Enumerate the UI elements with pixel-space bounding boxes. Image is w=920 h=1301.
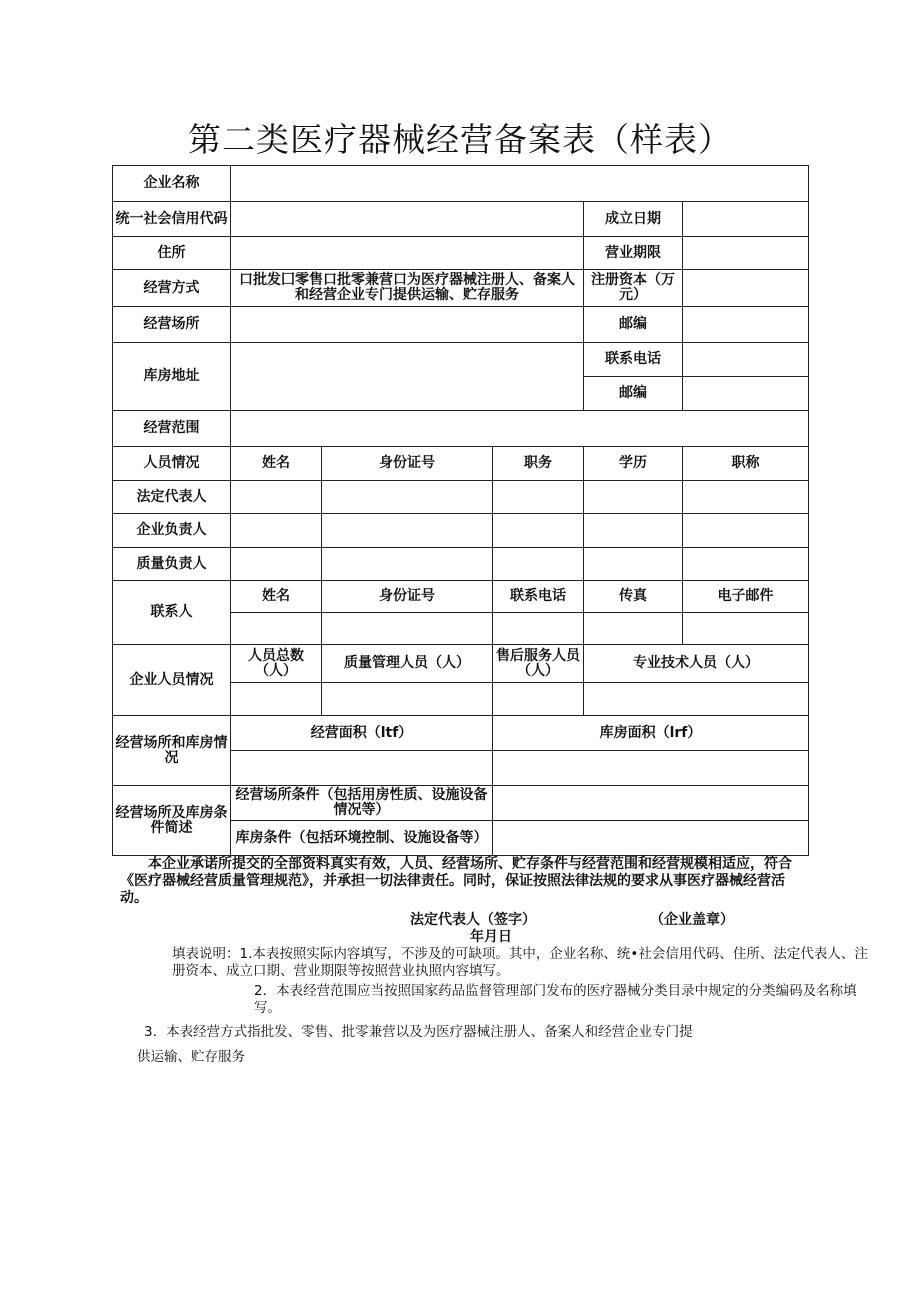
label-premises: 经营场所 [113,307,231,343]
business-area-field[interactable] [231,751,493,786]
table-cell[interactable] [493,481,584,514]
note-3-continued: 供运输、贮存服务 [137,1049,245,1065]
label-domicile: 住所 [113,237,231,270]
note-3: 3．本表经营方式指批发、零售、批零兼营以及为医疗器械注册人、备案人和经营企业专门提 [144,1024,693,1040]
table-cell[interactable] [322,481,493,514]
label-business-term: 营业期限 [584,237,683,270]
personnel-header: 职务 [493,447,584,481]
label-quality-head: 质量负责人 [113,548,231,581]
label-area-situation: 经营场所和库房情况 [113,716,231,786]
table-cell[interactable] [584,514,683,548]
label-postcode: 邮编 [584,307,683,343]
warehouse-postcode-field[interactable] [683,377,809,411]
table-cell[interactable] [683,481,809,514]
label-business-scope: 经营范围 [113,411,231,447]
table-cell[interactable] [584,481,683,514]
label-premises-conditions: 经营场所条件（包括用房性质、设施设备情况等） [231,786,493,821]
company-seal: （企业盖章） [650,912,734,928]
contact-header: 姓名 [231,581,322,613]
personnel-header: 学历 [584,447,683,481]
table-cell[interactable] [493,514,584,548]
label-credit-code: 统一社会信用代码 [113,202,231,237]
table-cell[interactable] [231,613,322,645]
business-scope-field[interactable] [231,411,809,447]
table-cell[interactable] [322,683,493,716]
table-cell[interactable] [322,514,493,548]
label-company-head: 企业负责人 [113,514,231,548]
area-header-warehouse: 库房面积（lrf） [493,716,809,751]
business-mode-options[interactable]: 口批发囗零售口批零兼营口为医疗器械注册人、备案人和经营企业专门提供运输、贮存服务 [231,270,584,307]
table-cell[interactable] [584,683,809,716]
table-cell[interactable] [493,613,584,645]
warehouse-conditions-field[interactable] [493,821,809,856]
label-conditions-summary: 经营场所及库房条件简述 [113,786,231,856]
contact-phone-field[interactable] [683,343,809,377]
table-cell[interactable] [493,683,584,716]
staff-header-total: 人员总数（人） [231,645,322,683]
commitment-statement: 本企业承诺所提交的全部资料真实有效，人员、经营场所、贮存条件与经营范围和经营规模相适应，符合《医疗器械经营质量管理规范》，并承担一切法律责任。同时，保证按照法律法规的要求从事医疗器械经营活动。 [120,856,792,906]
label-warehouse-conditions: 库房条件（包括环境控制、设施设备等） [231,821,493,856]
domicile-field[interactable] [231,237,584,270]
label-warehouse-address: 库房地址 [113,343,231,411]
table-cell[interactable] [493,548,584,581]
note-2: 2．本表经营范围应当按照国家药品监督管理部门发布的医疗器械分类目录中规定的分类编码及名称填写。 [254,983,857,1016]
table-cell[interactable] [322,613,493,645]
premises-field[interactable] [231,307,584,343]
staff-header-technical: 专业技术人员（人） [584,645,809,683]
label-established: 成立日期 [584,202,683,237]
area-header-business: 经营面积（ltf） [231,716,493,751]
contact-header: 传真 [584,581,683,613]
company-name-field[interactable] [231,166,809,202]
contact-header: 身份证号 [322,581,493,613]
note-1 [172,946,870,980]
contact-header: 联系电话 [493,581,584,613]
label-staff-situation: 企业人员情况 [113,645,231,716]
label-contact-person: 联系人 [113,581,231,645]
postcode-field[interactable] [683,307,809,343]
label-company-name: 企业名称 [113,166,231,202]
label-personnel: 人员情况 [113,447,231,481]
established-field[interactable] [683,202,809,237]
label-registered-capital: 注册资本（万元） [584,270,683,307]
premises-conditions-field[interactable] [493,786,809,821]
note-1-text: 填表说明：1.本表按照实际内容填写，不涉及的可缺项。其中，企业名称、统•社会信用代码、住所、法定代表人、注册资本、成立口期、营业期限等按照营业执照内容填写。 [172,946,868,979]
contact-header: 电子邮件 [683,581,809,613]
staff-header-quality: 质量管理人员（人） [322,645,493,683]
personnel-header: 职称 [683,447,809,481]
table-cell[interactable] [584,613,683,645]
table-cell[interactable] [322,548,493,581]
registered-capital-field[interactable] [683,270,809,307]
table-cell[interactable] [231,514,322,548]
table-cell[interactable] [683,613,809,645]
warehouse-address-field[interactable] [231,343,584,411]
table-cell[interactable] [683,514,809,548]
table-cell[interactable] [584,548,683,581]
table-cell[interactable] [231,683,322,716]
filing-form-table [112,165,809,856]
personnel-header: 姓名 [231,447,322,481]
label-warehouse-postcode: 邮编 [584,377,683,411]
warehouse-area-field[interactable] [493,751,809,786]
page-title: 第二类医疗器械经营备案表（样表） [188,120,732,159]
personnel-header: 身份证号 [322,447,493,481]
table-cell[interactable] [231,548,322,581]
table-cell[interactable] [683,548,809,581]
label-contact-phone: 联系电话 [584,343,683,377]
business-term-field[interactable] [683,237,809,270]
label-business-mode: 经营方式 [113,270,231,307]
legal-rep-signature: 法定代表人（签字） [410,912,536,928]
label-legal-rep: 法定代表人 [113,481,231,514]
table-cell[interactable] [231,481,322,514]
credit-code-field[interactable] [231,202,584,237]
sign-date: 年月日 [470,929,512,945]
staff-header-after-sales: 售后服务人员（人） [493,645,584,683]
